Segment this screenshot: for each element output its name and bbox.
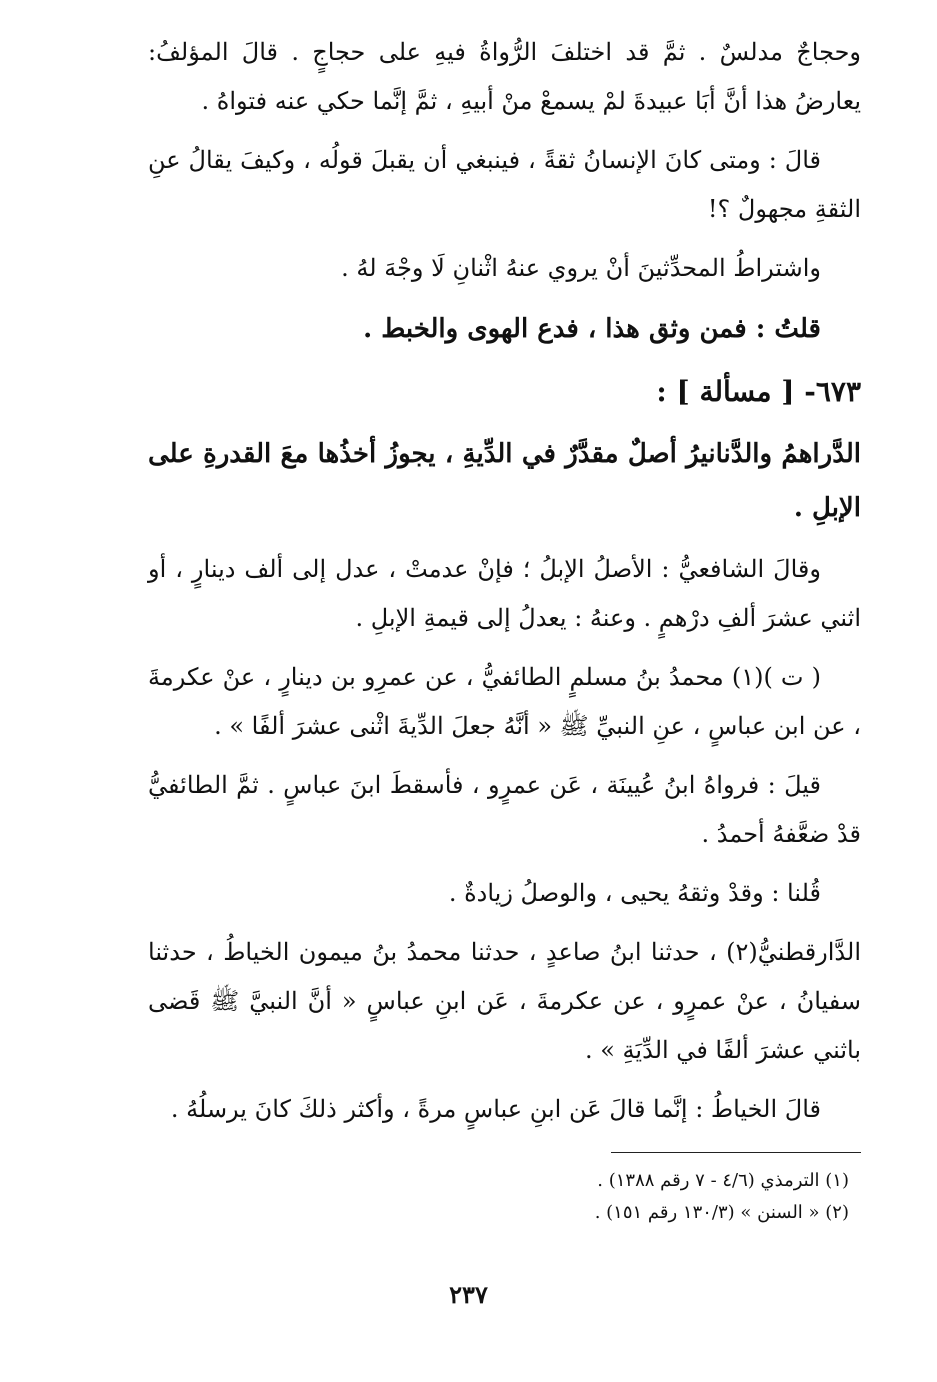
footnote-2: (٢) « السنن » (١٣٠/٣ رقم ١٥١) . [594,1202,849,1223]
paragraph-two-narrators-condition: واشتراطُ المحدِّثينَ أنْ يروي عنهُ اثْنانِ لَا وجْهَ لهُ . [341,254,821,282]
issue-ruling: الدَّراهمُ والدَّنانيرُ أصلٌ مقدَّرٌ في الدِّيةِ ، يجوزُ أخذُها معَ القدرةِ على الإبلِ . [148,439,861,523]
paragraph-daraqutni-narration: الدَّارقطنيُّ(٢) ، حدثنا ابنُ صاعدٍ ، حدثنا محمدُ بنُ ميمون الخياطُ ، حدثنا سفيانُ ، عنْ عمرٍو ، عن عكرمةَ ، عَن ابنِ عباسٍ « أنَّ النبيَّ ﷺ قَضى باثني عشرَ ألفًا في الدِّيَةِ » . [148,938,861,1064]
paragraph-khayyat-comment: قالَ الخياطُ : إنَّما قالَ عَن ابنِ عباسٍ مرةً ، وأكثر ذلكَ كانَ يرسلُهُ . [170,1095,821,1123]
paragraph-trustworthy-narrator: قالَ : ومتى كانَ الإنسانُ ثقةً ، فينبغي أن يقبلَ قولُه ، وكيفَ يقالُ عنِ الثقةِ مجهولٌ ؟! [148,146,861,223]
footnote-divider [611,1152,861,1153]
footnote-1: (١) الترمذي (٤/٦ - ٧ رقم ١٣٨٨) . [597,1170,849,1191]
page-number: ٢٣٧ [449,1280,488,1309]
paragraph-reply: قُلنا : وقدْ وثقهُ يحيى ، والوصلُ زيادةٌ . [448,879,821,907]
issue-heading: ٦٧٣- [ مسألة ] : [656,375,861,408]
author-remark: قلتُ : فمن وثق هذا ، فدع الهوى والخبط . [363,314,821,344]
footnotes [148,1152,861,1229]
paragraph-hajjaj-mudallis: وحجاجٌ مدلسٌ . ثمَّ قد اختلفَ الرُّواةُ فيهِ على حجاجٍ . قالَ المؤلفُ: يعارضُ هذا أنَّ أبَا عبيدةَ لمْ يسمعْ منْ أبيهِ ، ثمَّ إنَّما حكي عنه فتواهُ . [148,38,861,115]
paragraph-objection: قيلَ : فرواهُ ابنُ عُيينَة ، عَن عمرٍو ، فأسقطَ ابنَ عباسٍ . ثمَّ الطائفيُّ قدْ ضعَّفهُ أحمدُ . [148,771,861,848]
paragraph-shafii-view: وقالَ الشافعيُّ : الأصلُ الإبلُ ؛ فإنْ عدمتْ ، عدل إلى ألف دينارٍ ، أو اثني عشرَ ألفِ درْهمٍ . وعنهُ : يعدلُ إلى قيمةِ الإبلِ . [148,555,861,632]
paragraph-tirmidhi-narration: ( ت )(١) محمدُ بنُ مسلمٍ الطائفيُّ ، عن عمرِو بن دينارٍ ، عنْ عكرمةَ ، عن ابن عباسٍ ، عنِ النبيِّ ﷺ « أنَّهُ جعلَ الدِّيةَ اثْنى عشرَ ألفًا » . [148,663,861,740]
